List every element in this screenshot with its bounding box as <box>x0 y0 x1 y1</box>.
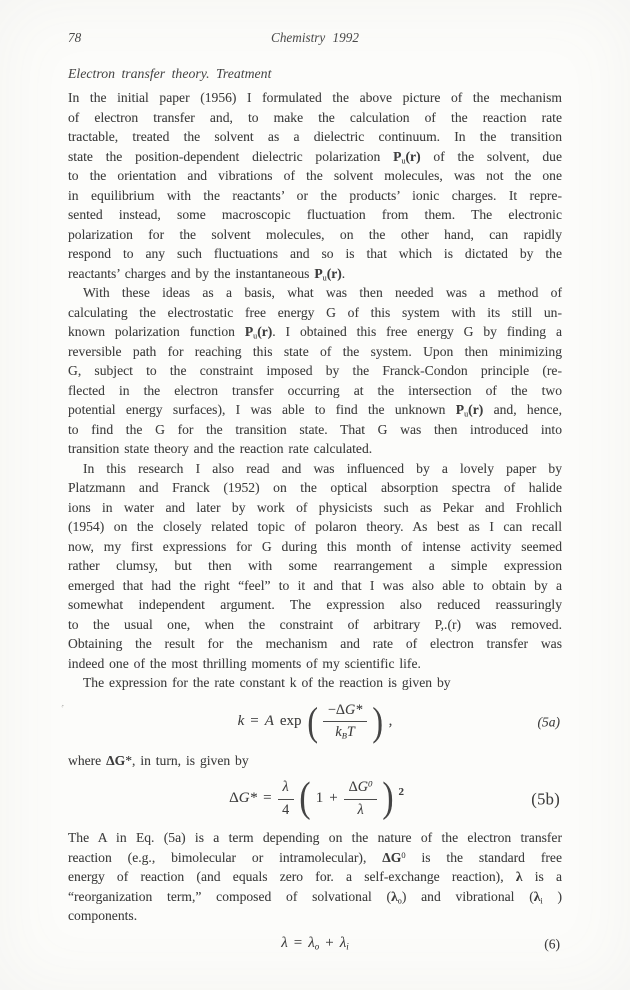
denominator: 4 <box>282 801 290 818</box>
text-line: now, my first expressions for G during this month of intense activity seemed <box>68 538 562 554</box>
left-paren: ( <box>299 775 311 822</box>
text-line: reactants’ charges and by the instantaneous $P_u(r)$. <box>68 265 346 282</box>
equation-body <box>226 775 404 822</box>
text-line: respond to any such fluctuations and so is that which is dictated by the <box>68 246 562 261</box>
equation-body <box>278 934 351 954</box>
text-line: flected in the electron transfer occurring at the intersection of the two <box>68 382 562 398</box>
paragraph <box>68 673 562 693</box>
text-line: ions in water and later by work of physicists such as Pekar and Frohlich <box>68 499 562 515</box>
exponent: 2 <box>398 786 404 799</box>
math-token: + <box>329 790 338 807</box>
math-token: = <box>293 934 303 951</box>
text-line: G, subject to the constraint imposed by the Franck-Condon principle (re- <box>68 363 562 378</box>
text-line: The A in Eq. (5a) is a term depending on the nature of the electron transfer <box>68 830 562 845</box>
equation-label: (5b) <box>531 789 560 809</box>
right-paren: ) <box>382 775 395 822</box>
text-line: components. <box>68 908 138 923</box>
page-header <box>68 30 562 48</box>
text-line: Obtaining the result for the mechanism and rate of electron transfer was <box>68 636 562 651</box>
math-token: A <box>264 712 274 729</box>
equation-body <box>235 698 396 744</box>
left-paren: ( <box>306 698 318 744</box>
running-head: Chemistry 1992 <box>271 30 359 45</box>
math-token: 1 <box>315 790 324 807</box>
equation-6 <box>68 931 562 957</box>
text-line: indeed one of the most thrilling moments of my scientific life. <box>68 655 421 671</box>
text-line: in equilibrium with the reactants’ or the products’ ionic charges. It repre- <box>68 187 562 203</box>
text-line: somewhat independent argument. The expression also reduced reassuringly <box>68 597 562 612</box>
paragraph <box>68 751 562 771</box>
numerator: λ <box>278 779 294 799</box>
math-token: λ <box>281 934 288 951</box>
text-line: of electron transfer and, to make the calculation of the reaction rate <box>68 109 562 125</box>
text-line: “reorganization term,” composed of solvational $(\lambda_o)$ and vibrational ($\lambda_i$ ) <box>68 888 562 905</box>
text-line: reversible path for reaching this state of the system. Upon then minimizing <box>68 343 562 359</box>
text-line: to the orientation and vibrations of the solvent molecules, was not the one <box>68 168 562 183</box>
text-line: potential energy surfaces), I was able to find the unknown $P_u(r)$ and, hence, <box>68 402 562 419</box>
numerator: −ΔG* <box>323 702 367 722</box>
paragraph <box>68 459 562 674</box>
equation-label: (6) <box>544 935 560 951</box>
math-token: k <box>237 712 245 729</box>
text-line: tractable, treated the solvent as a dielectric continuum. In the transition <box>68 129 562 144</box>
text-line: polarization for the solvent molecules, on the other hand, can rapidly <box>68 226 562 242</box>
math-token: + <box>325 934 334 951</box>
text-line: emerged that had the right “feel” to it and that I was also able to obtain by a <box>68 577 562 593</box>
text-line: (1954) on the closely related topic of polaron theory. As best as I can recall <box>68 519 562 534</box>
text-line: In this research I also read and was influenced by a lovely paper by <box>83 460 562 476</box>
text-line: In the initial paper (1956) I formulated the above picture of the mechanism <box>68 90 562 105</box>
denominator: $k_BT$ <box>335 724 355 741</box>
math-token: = <box>250 712 259 729</box>
text-line: Platzmann and Franck (1952) on the optical absorption spectra of halide <box>68 480 562 495</box>
stray-pencil-mark: ‛ <box>55 702 66 715</box>
text-line: to the usual one, when the constraint of arbitrary P,.(r) was removed. <box>68 616 562 632</box>
math-token: exp <box>279 712 302 729</box>
paragraph <box>68 283 562 459</box>
text-line: energy of reaction (and equals zero for. a self-exchange reaction), λ is a <box>68 869 562 884</box>
text-line: sented instead, some macroscopic fluctuation from them. The electronic <box>68 207 562 222</box>
text-content <box>68 88 562 957</box>
equation-5a <box>68 696 562 748</box>
text-line: rather clumsy, but then with some rearrangement a simple expression <box>68 558 562 573</box>
math-token: = <box>263 790 272 807</box>
text-line: calculating the electrostatic free energy G of this system with its still un- <box>68 304 562 320</box>
math-token: , <box>388 712 393 729</box>
fraction <box>278 779 294 818</box>
right-paren: ) <box>372 698 384 744</box>
equation-5b <box>68 773 562 825</box>
equation-label: (5a) <box>537 713 560 729</box>
section-title: Electron transfer theory. Treatment <box>68 66 272 81</box>
text-line: to find the G for the transition state. That G was then introduced into <box>68 421 562 437</box>
numerator: $\Delta G^0$ <box>344 779 378 799</box>
math-token: $\lambda_o$ <box>308 934 320 952</box>
fraction <box>344 779 378 818</box>
text-line: reaction (e.g., bimolecular or intramolecular), $\Delta G^0$ is the standard free <box>68 849 562 865</box>
text-line: With these ideas as a basis, what was then needed was a method of <box>83 285 562 300</box>
text-line: where ΔG*, in turn, is given by <box>68 752 249 768</box>
text-line: transition state theory and the reaction rate calculated. <box>68 441 373 456</box>
text-line: The expression for the rate constant k of the reaction is given by <box>83 675 451 690</box>
text-line: known polarization function $P_u(r)$. I obtained this free energy G by finding a <box>68 324 562 341</box>
text-line: state the position-dependent dielectric polarization $P_u(r)$ of the solvent, due <box>68 148 562 165</box>
fraction <box>323 702 367 741</box>
page-number: 78 <box>68 30 82 45</box>
paragraph <box>68 88 562 283</box>
denominator: λ <box>357 801 364 818</box>
math-token: $\lambda_i$ <box>339 934 349 952</box>
math-token: ΔG* <box>229 790 258 807</box>
paragraph <box>68 828 562 926</box>
